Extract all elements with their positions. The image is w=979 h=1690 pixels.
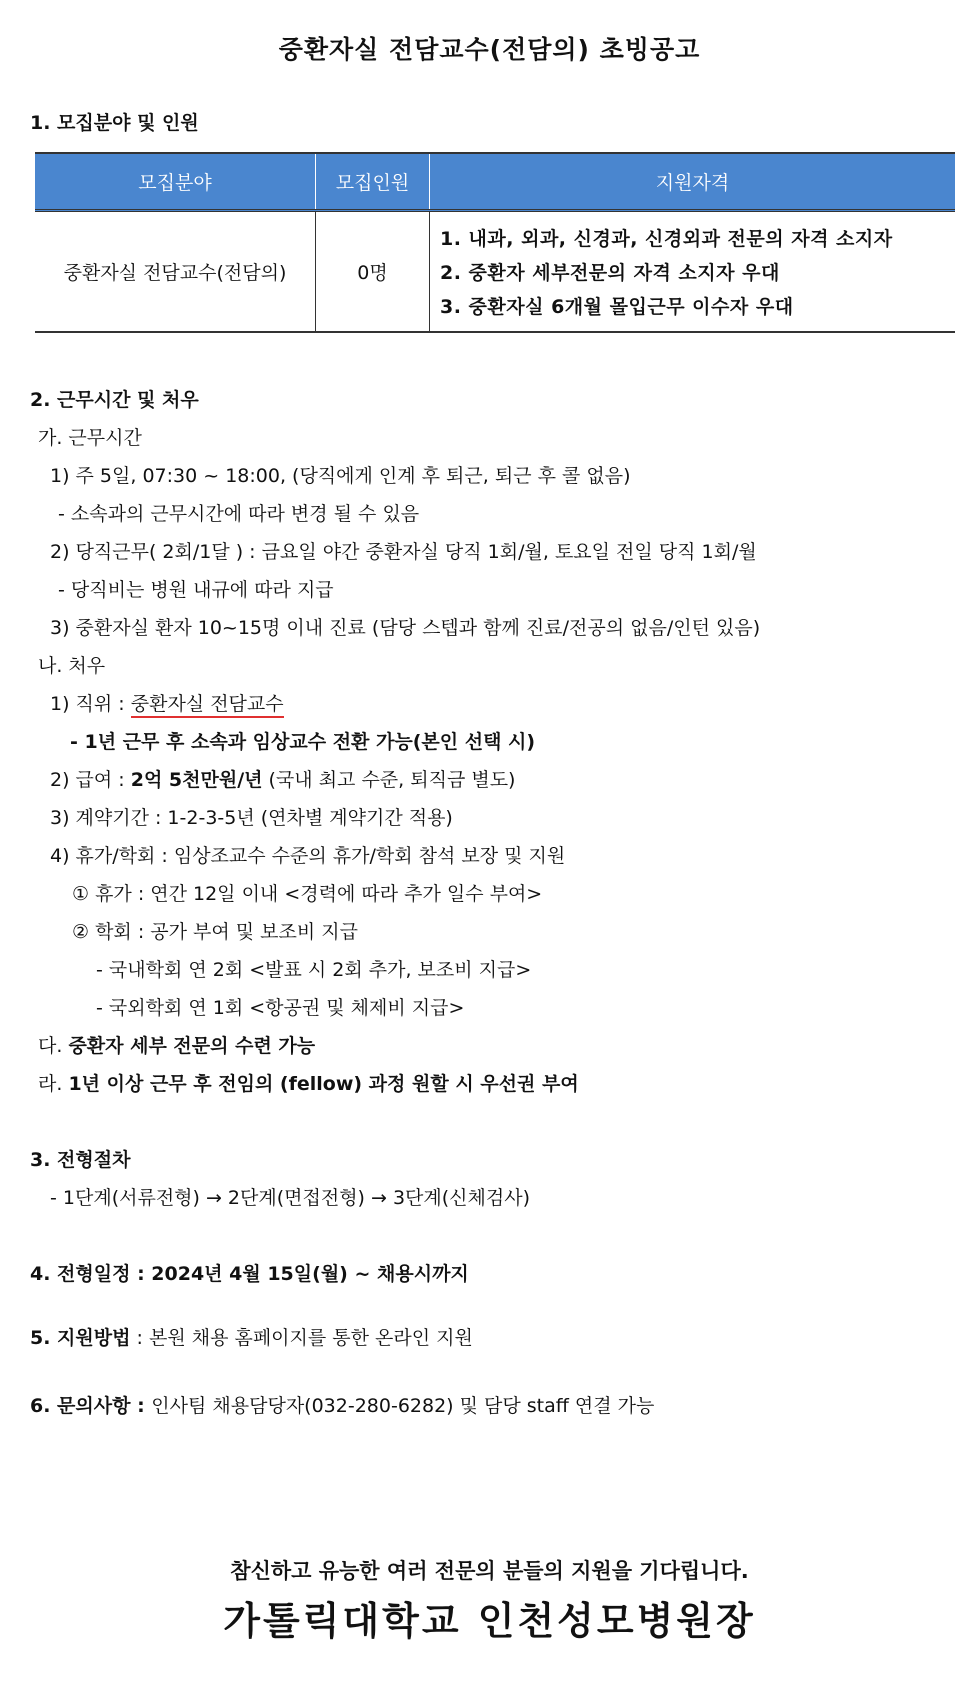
item-na-1-note: - 1년 근무 후 소속과 임상교수 전환 가능(본인 선택 시) <box>70 731 536 753</box>
item-ga-1-note: - 소속과의 근무시간에 따라 변경 될 수 있음 <box>58 503 420 525</box>
contact-label: 6. 문의사항 : <box>30 1395 152 1417</box>
section-5-method <box>30 1323 473 1350</box>
method-text: : 본원 채용 홈페이지를 통한 온라인 지원 <box>130 1327 473 1349</box>
subsection-na: 나. 처우 <box>38 655 106 677</box>
salary-label: 2) 급여 : <box>50 769 131 791</box>
header-count: 모집인원 <box>315 154 429 209</box>
cell-field: 중환자실 전담교수(전담의) <box>63 262 287 284</box>
method-label: 5. 지원방법 <box>30 1327 131 1349</box>
salary-value: 2억 5천만원/년 <box>130 769 263 791</box>
item-overseas-conference: - 국외학회 연 1회 <항공권 및 체제비 지급> <box>96 997 465 1019</box>
section-2-heading: 2. 근무시간 및 처우 <box>30 389 199 411</box>
qualification-item: 2. 중환자 세부전문의 자격 소지자 우대 <box>440 262 780 284</box>
table-row <box>35 212 955 333</box>
item-domestic-conference: - 국내학회 연 2회 <발표 시 2회 추가, 보조비 지급> <box>96 959 532 981</box>
section-6-contact <box>30 1391 654 1418</box>
salary-note: (국내 최고 수준, 퇴직금 별도) <box>262 769 516 791</box>
item-na-1 <box>50 689 284 716</box>
section-1-heading: 1. 모집분야 및 인원 <box>30 112 199 134</box>
item-na-4: 4) 휴가/학회 : 임상조교수 수준의 휴가/학회 참석 보장 및 지원 <box>50 845 566 867</box>
selection-steps: - 1단계(서류전형) → 2단계(면접전형) → 3단계(신체검사) <box>50 1187 531 1209</box>
section-4-schedule: 4. 전형일정 : 2024년 4월 15일(월) ~ 채용시까지 <box>30 1263 469 1285</box>
subsection-da <box>38 1031 315 1058</box>
item-ga-1: 1) 주 5일, 07:30 ~ 18:00, (당직에게 인계 후 퇴근, 퇴근 후 콜 없음) <box>50 465 631 487</box>
position-value: 중환자실 전담교수 <box>131 693 284 718</box>
position-label: 1) 직위 : <box>50 693 131 715</box>
item-ga-3: 3) 중환자실 환자 10~15명 이내 진료 (담당 스텝과 함께 진료/전공의 없음/인턴 있음) <box>50 617 761 639</box>
item-na-4-conference: ② 학회 : 공가 부여 및 보조비 지급 <box>72 921 358 943</box>
header-field: 모집분야 <box>138 172 212 194</box>
item-na-3: 3) 계약기간 : 1-2-3-5년 (연차별 계약기간 적용) <box>50 807 453 829</box>
da-label: 다. <box>38 1035 69 1057</box>
page-title: 중환자실 전담교수(전담의) 초빙공고 <box>278 35 701 64</box>
cell-qualifications <box>429 212 955 331</box>
signature: 가톨릭대학교 인천성모병원장 <box>223 1599 756 1643</box>
contact-text: 인사팀 채용담당자(032-280-6282) 및 담당 staff 연결 가능 <box>151 1395 655 1417</box>
subsection-ga: 가. 근무시간 <box>38 427 142 449</box>
item-ga-2-note: - 당직비는 병원 내규에 따라 지급 <box>58 579 334 601</box>
table-header-row <box>35 152 955 212</box>
cell-count: 0명 <box>315 212 429 331</box>
subsection-ra <box>38 1069 579 1096</box>
qualification-item: 3. 중환자실 6개월 몰입근무 이수자 우대 <box>440 296 794 318</box>
section-3-heading: 3. 전형절차 <box>30 1149 131 1171</box>
ra-label: 라. <box>38 1073 69 1095</box>
da-value: 중환자 세부 전문의 수련 가능 <box>68 1035 316 1057</box>
recruitment-table <box>35 152 955 333</box>
item-na-2 <box>50 765 515 792</box>
item-ga-2: 2) 당직근무( 2회/1달 ) : 금요일 야간 중환자실 당직 1회/월, 토요일 전일 당직 1회/월 <box>50 541 757 563</box>
qualification-item: 1. 내과, 외과, 신경과, 신경외과 전문의 자격 소지자 <box>440 228 893 250</box>
item-na-4-vacation: ① 휴가 : 연간 12일 이내 <경력에 따라 추가 일수 부여> <box>72 883 543 905</box>
ra-value: 1년 이상 근무 후 전임의 (fellow) 과정 원할 시 우선권 부여 <box>68 1073 579 1095</box>
closing-message: 참신하고 유능한 여러 전문의 분들의 지원을 기다립니다. <box>230 1559 749 1583</box>
header-qualifications: 지원자격 <box>429 154 955 209</box>
